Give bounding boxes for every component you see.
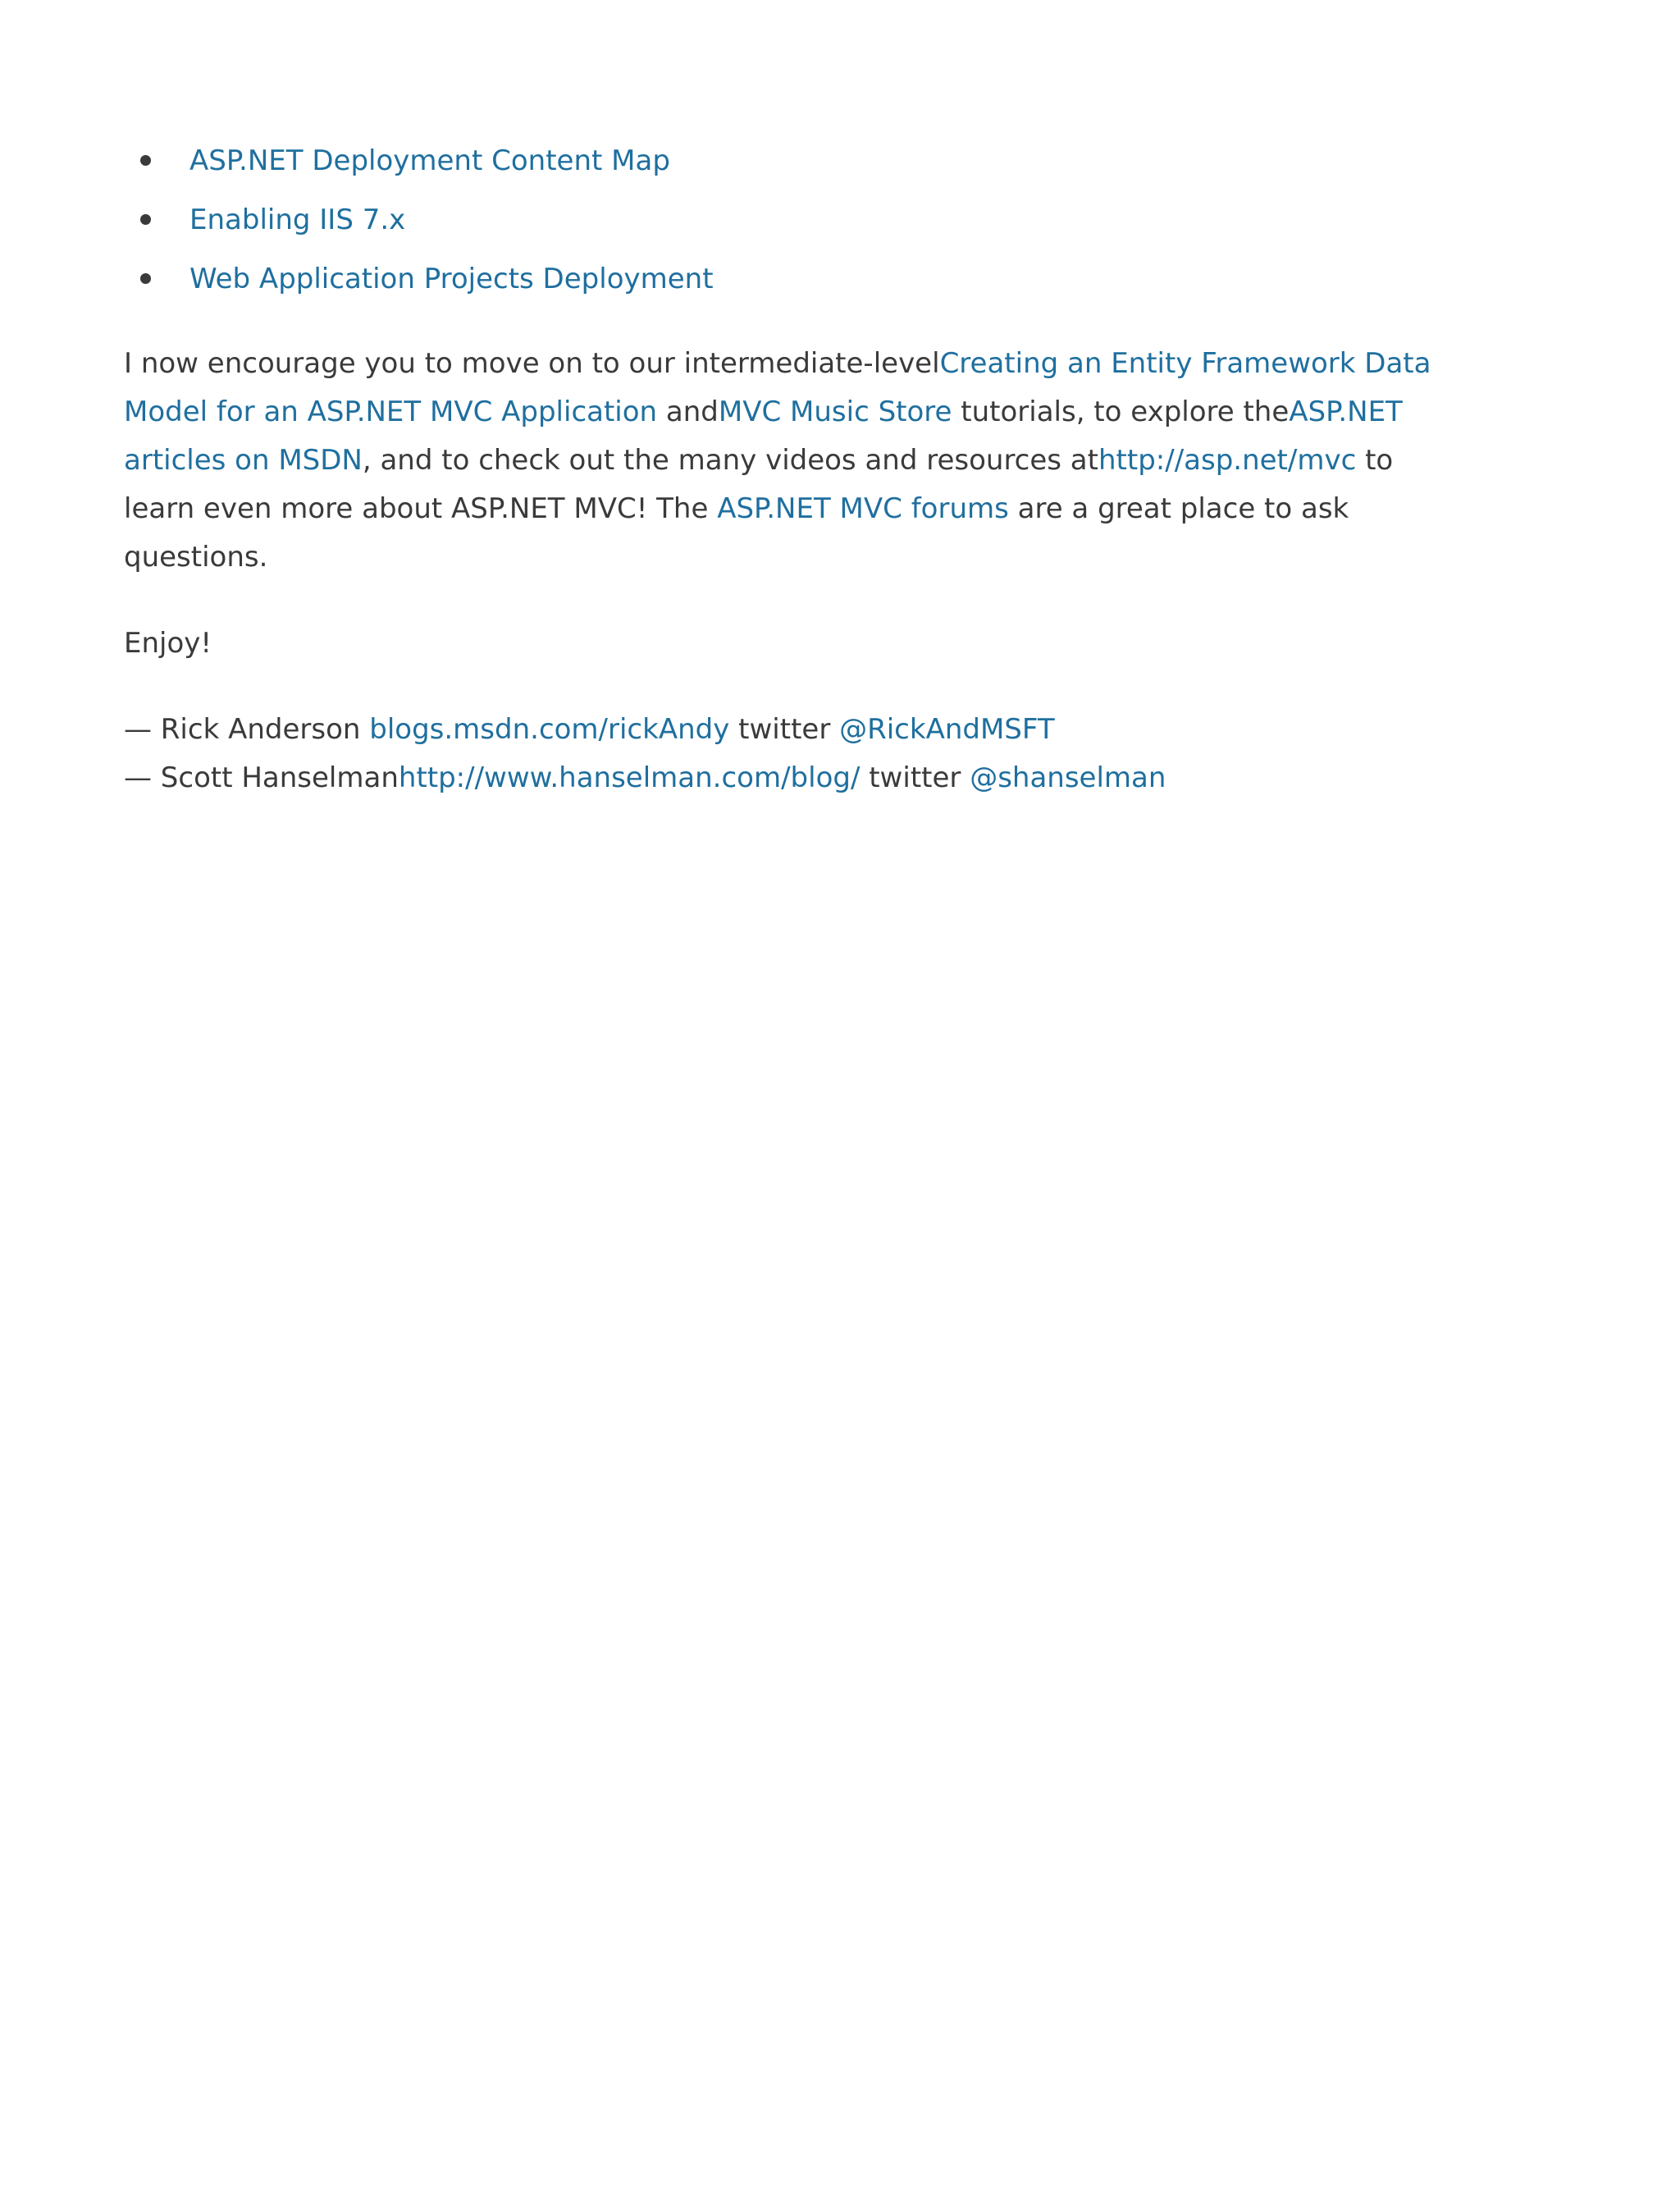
bullet-icon xyxy=(140,273,151,284)
paragraph-text: tutorials, to explore the xyxy=(952,395,1290,428)
link-web-application-projects-deployment[interactable]: Web Application Projects Deployment xyxy=(189,263,714,295)
link-mvc-music-store[interactable]: MVC Music Store xyxy=(718,395,952,428)
link-aspnet-articles-msdn[interactable]: ASP.NET articles on MSDN xyxy=(124,395,1403,477)
document-page xyxy=(124,131,1436,802)
paragraph-text: and xyxy=(657,395,719,428)
link-rick-blog[interactable]: blogs.msdn.com/rickAndy xyxy=(369,713,730,746)
list-item xyxy=(124,249,1436,309)
link-deployment-content-map[interactable]: ASP.NET Deployment Content Map xyxy=(189,144,670,177)
signature-name: — Scott Hanselman xyxy=(124,761,399,794)
paragraph-text: are a great place to ask questions. xyxy=(124,492,1349,574)
list-item xyxy=(124,190,1436,249)
link-scott-twitter[interactable]: @shanselman xyxy=(970,761,1166,794)
enjoy-text: Enjoy! xyxy=(124,627,212,660)
bullet-icon xyxy=(140,214,151,225)
signature-block xyxy=(124,706,1436,802)
twitter-label: twitter xyxy=(729,713,840,746)
link-enabling-iis[interactable]: Enabling IIS 7.x xyxy=(189,203,406,236)
paragraph-text: to learn even more about ASP.NET MVC! The xyxy=(124,444,1394,525)
signature-rick-anderson xyxy=(124,706,1436,754)
paragraph-text: I now encourage you to move on to our intermediate-level xyxy=(124,347,940,380)
bullet-icon xyxy=(140,155,151,166)
link-entity-framework-tutorial[interactable]: Creating an Entity Framework Data Model for an ASP.NET MVC Application xyxy=(124,347,1431,428)
link-scott-blog[interactable]: http://www.hanselman.com/blog/ xyxy=(398,761,861,794)
signature-name: — Rick Anderson xyxy=(124,713,370,746)
link-aspnet-mvc-forums[interactable]: ASP.NET MVC forums xyxy=(717,492,1009,525)
twitter-label: twitter xyxy=(860,761,970,794)
link-rick-twitter[interactable]: @RickAndMSFT xyxy=(839,713,1055,746)
encouragement-paragraph xyxy=(124,340,1436,582)
link-asp-net-mvc-url[interactable]: http://asp.net/mvc xyxy=(1098,444,1357,477)
related-links-list xyxy=(124,131,1436,309)
signature-scott-hanselman xyxy=(124,754,1436,802)
paragraph-text: , and to check out the many videos and resources at xyxy=(362,444,1098,477)
list-item xyxy=(124,131,1436,190)
